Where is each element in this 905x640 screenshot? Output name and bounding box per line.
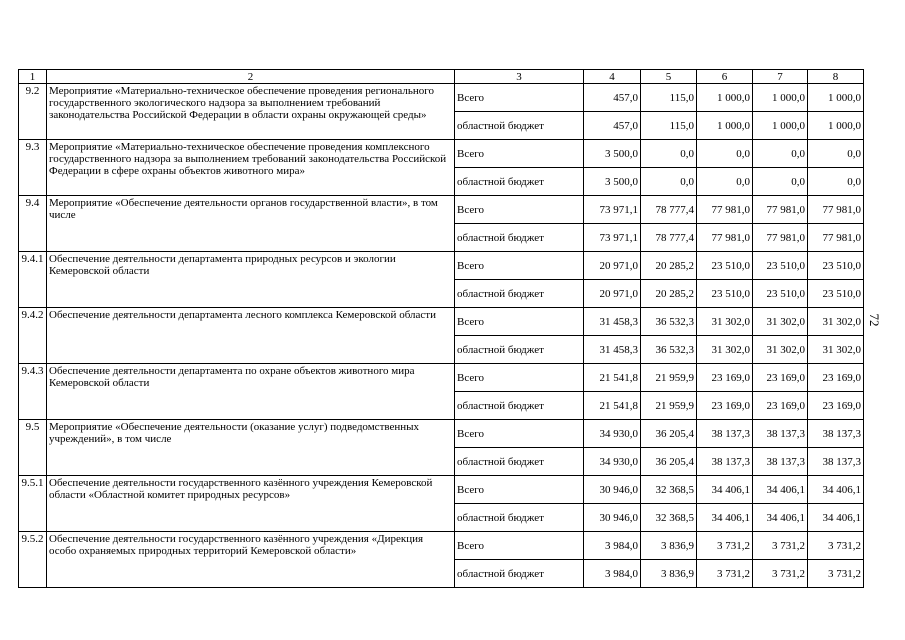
amount-cell: 457,0 xyxy=(584,84,641,112)
amount-cell: 23 510,0 xyxy=(808,252,864,280)
amount-cell: 34 406,1 xyxy=(808,476,864,504)
amount-cell: 23 510,0 xyxy=(808,280,864,308)
amount-cell: 31 302,0 xyxy=(697,308,753,336)
amount-cell: 31 302,0 xyxy=(808,336,864,364)
amount-cell: 0,0 xyxy=(697,168,753,196)
amount-cell: 21 541,8 xyxy=(584,392,641,420)
amount-cell: 30 946,0 xyxy=(584,504,641,532)
amount-cell: 115,0 xyxy=(641,112,697,140)
item-name: Обеспечение деятельности государственного казённого учреждения «Дирекция особо охраняемых природных территорий Кемеровской области» xyxy=(47,532,455,588)
amount-cell: 23 169,0 xyxy=(697,392,753,420)
amount-cell: 31 458,3 xyxy=(584,336,641,364)
amount-cell: 0,0 xyxy=(641,140,697,168)
table-row xyxy=(19,196,864,224)
amount-cell: 1 000,0 xyxy=(753,84,808,112)
table-body xyxy=(19,70,864,588)
amount-cell: 0,0 xyxy=(697,140,753,168)
amount-cell: 1 000,0 xyxy=(753,112,808,140)
funding-source: областной бюджет xyxy=(455,504,584,532)
item-number: 9.4 xyxy=(19,196,47,252)
funding-source: Всего xyxy=(455,476,584,504)
page-number: 72 xyxy=(867,313,882,327)
amount-cell: 34 406,1 xyxy=(753,476,808,504)
amount-cell: 3 731,2 xyxy=(697,560,753,588)
amount-cell: 32 368,5 xyxy=(641,504,697,532)
amount-cell: 34 406,1 xyxy=(697,504,753,532)
amount-cell: 31 302,0 xyxy=(808,308,864,336)
amount-cell: 36 205,4 xyxy=(641,448,697,476)
amount-cell: 77 981,0 xyxy=(753,196,808,224)
amount-cell: 38 137,3 xyxy=(697,420,753,448)
amount-cell: 0,0 xyxy=(808,168,864,196)
table-row xyxy=(19,420,864,448)
funding-source: Всего xyxy=(455,84,584,112)
funding-source: областной бюджет xyxy=(455,168,584,196)
amount-cell: 3 836,9 xyxy=(641,560,697,588)
header-row xyxy=(19,70,864,84)
header-cell: 7 xyxy=(753,70,808,84)
amount-cell: 23 169,0 xyxy=(808,364,864,392)
amount-cell: 0,0 xyxy=(808,140,864,168)
amount-cell: 0,0 xyxy=(753,168,808,196)
amount-cell: 31 458,3 xyxy=(584,308,641,336)
item-name: Обеспечение деятельности государственного казённого учреждения Кемеровской области «Областной комитет природных ресурсов» xyxy=(47,476,455,532)
amount-cell: 31 302,0 xyxy=(753,336,808,364)
amount-cell: 3 731,2 xyxy=(697,532,753,560)
funding-source: областной бюджет xyxy=(455,392,584,420)
table-row xyxy=(19,476,864,504)
amount-cell: 31 302,0 xyxy=(697,336,753,364)
item-name: Обеспечение деятельности департамента по охране объектов животного мира Кемеровской области xyxy=(47,364,455,420)
amount-cell: 23 510,0 xyxy=(697,252,753,280)
amount-cell: 77 981,0 xyxy=(697,196,753,224)
table-row xyxy=(19,252,864,280)
amount-cell: 3 984,0 xyxy=(584,560,641,588)
header-cell: 3 xyxy=(455,70,584,84)
amount-cell: 0,0 xyxy=(753,140,808,168)
amount-cell: 3 731,2 xyxy=(808,532,864,560)
amount-cell: 36 532,3 xyxy=(641,308,697,336)
amount-cell: 1 000,0 xyxy=(697,84,753,112)
amount-cell: 36 205,4 xyxy=(641,420,697,448)
header-cell: 6 xyxy=(697,70,753,84)
amount-cell: 3 836,9 xyxy=(641,532,697,560)
item-name: Обеспечение деятельности департамента лесного комплекса Кемеровской области xyxy=(47,308,455,364)
item-name: Мероприятие «Материально-техническое обеспечение проведения регионального государственного экологического надзора за выполнением требований законодательства Российской Федерации в области охраны окружающей среды» xyxy=(47,84,455,140)
amount-cell: 30 946,0 xyxy=(584,476,641,504)
table-row xyxy=(19,308,864,336)
amount-cell: 38 137,3 xyxy=(753,420,808,448)
funding-source: областной бюджет xyxy=(455,448,584,476)
item-number: 9.4.1 xyxy=(19,252,47,308)
funding-source: Всего xyxy=(455,532,584,560)
amount-cell: 34 406,1 xyxy=(808,504,864,532)
funding-source: областной бюджет xyxy=(455,280,584,308)
program-funding-table xyxy=(18,69,864,588)
funding-source: областной бюджет xyxy=(455,112,584,140)
funding-source: областной бюджет xyxy=(455,560,584,588)
funding-source: Всего xyxy=(455,140,584,168)
amount-cell: 457,0 xyxy=(584,112,641,140)
amount-cell: 21 959,9 xyxy=(641,392,697,420)
funding-source: Всего xyxy=(455,252,584,280)
amount-cell: 1 000,0 xyxy=(808,84,864,112)
amount-cell: 20 285,2 xyxy=(641,252,697,280)
amount-cell: 115,0 xyxy=(641,84,697,112)
amount-cell: 1 000,0 xyxy=(697,112,753,140)
header-cell: 5 xyxy=(641,70,697,84)
funding-source: Всего xyxy=(455,364,584,392)
funding-source: областной бюджет xyxy=(455,336,584,364)
amount-cell: 77 981,0 xyxy=(808,224,864,252)
amount-cell: 38 137,3 xyxy=(697,448,753,476)
amount-cell: 3 731,2 xyxy=(753,560,808,588)
item-number: 9.2 xyxy=(19,84,47,140)
item-number: 9.3 xyxy=(19,140,47,196)
amount-cell: 77 981,0 xyxy=(697,224,753,252)
amount-cell: 23 169,0 xyxy=(697,364,753,392)
amount-cell: 34 930,0 xyxy=(584,448,641,476)
amount-cell: 23 510,0 xyxy=(753,280,808,308)
amount-cell: 78 777,4 xyxy=(641,224,697,252)
item-name: Мероприятие «Обеспечение деятельности (оказание услуг) подведомственных учреждений», в том числе xyxy=(47,420,455,476)
header-cell: 4 xyxy=(584,70,641,84)
amount-cell: 73 971,1 xyxy=(584,224,641,252)
amount-cell: 32 368,5 xyxy=(641,476,697,504)
amount-cell: 77 981,0 xyxy=(808,196,864,224)
amount-cell: 20 971,0 xyxy=(584,280,641,308)
item-name: Мероприятие «Материально-техническое обеспечение проведения комплексного государственного надзора за выполнением требований законодательства Российской Федерации в сфере охраны объектов животного мира» xyxy=(47,140,455,196)
item-number: 9.5.1 xyxy=(19,476,47,532)
amount-cell: 21 959,9 xyxy=(641,364,697,392)
amount-cell: 34 930,0 xyxy=(584,420,641,448)
amount-cell: 23 510,0 xyxy=(697,280,753,308)
amount-cell: 1 000,0 xyxy=(808,112,864,140)
amount-cell: 23 169,0 xyxy=(753,392,808,420)
amount-cell: 38 137,3 xyxy=(808,420,864,448)
item-name: Обеспечение деятельности департамента природных ресурсов и экологии Кемеровской области xyxy=(47,252,455,308)
amount-cell: 21 541,8 xyxy=(584,364,641,392)
amount-cell: 77 981,0 xyxy=(753,224,808,252)
amount-cell: 34 406,1 xyxy=(753,504,808,532)
table-row xyxy=(19,140,864,168)
amount-cell: 20 285,2 xyxy=(641,280,697,308)
amount-cell: 23 169,0 xyxy=(808,392,864,420)
amount-cell: 3 731,2 xyxy=(753,532,808,560)
funding-source: Всего xyxy=(455,308,584,336)
amount-cell: 3 984,0 xyxy=(584,532,641,560)
amount-cell: 73 971,1 xyxy=(584,196,641,224)
amount-cell: 3 500,0 xyxy=(584,140,641,168)
amount-cell: 20 971,0 xyxy=(584,252,641,280)
amount-cell: 23 510,0 xyxy=(753,252,808,280)
table-row xyxy=(19,84,864,112)
amount-cell: 31 302,0 xyxy=(753,308,808,336)
amount-cell: 0,0 xyxy=(641,168,697,196)
item-name: Мероприятие «Обеспечение деятельности органов государственной власти», в том числе xyxy=(47,196,455,252)
header-cell: 8 xyxy=(808,70,864,84)
item-number: 9.4.3 xyxy=(19,364,47,420)
table-row xyxy=(19,532,864,560)
header-cell: 2 xyxy=(47,70,455,84)
amount-cell: 36 532,3 xyxy=(641,336,697,364)
amount-cell: 38 137,3 xyxy=(753,448,808,476)
item-number: 9.4.2 xyxy=(19,308,47,364)
amount-cell: 78 777,4 xyxy=(641,196,697,224)
amount-cell: 34 406,1 xyxy=(697,476,753,504)
amount-cell: 23 169,0 xyxy=(753,364,808,392)
amount-cell: 38 137,3 xyxy=(808,448,864,476)
item-number: 9.5 xyxy=(19,420,47,476)
funding-source: Всего xyxy=(455,420,584,448)
funding-source: областной бюджет xyxy=(455,224,584,252)
amount-cell: 3 500,0 xyxy=(584,168,641,196)
header-cell: 1 xyxy=(19,70,47,84)
table-row xyxy=(19,364,864,392)
funding-source: Всего xyxy=(455,196,584,224)
item-number: 9.5.2 xyxy=(19,532,47,588)
amount-cell: 3 731,2 xyxy=(808,560,864,588)
